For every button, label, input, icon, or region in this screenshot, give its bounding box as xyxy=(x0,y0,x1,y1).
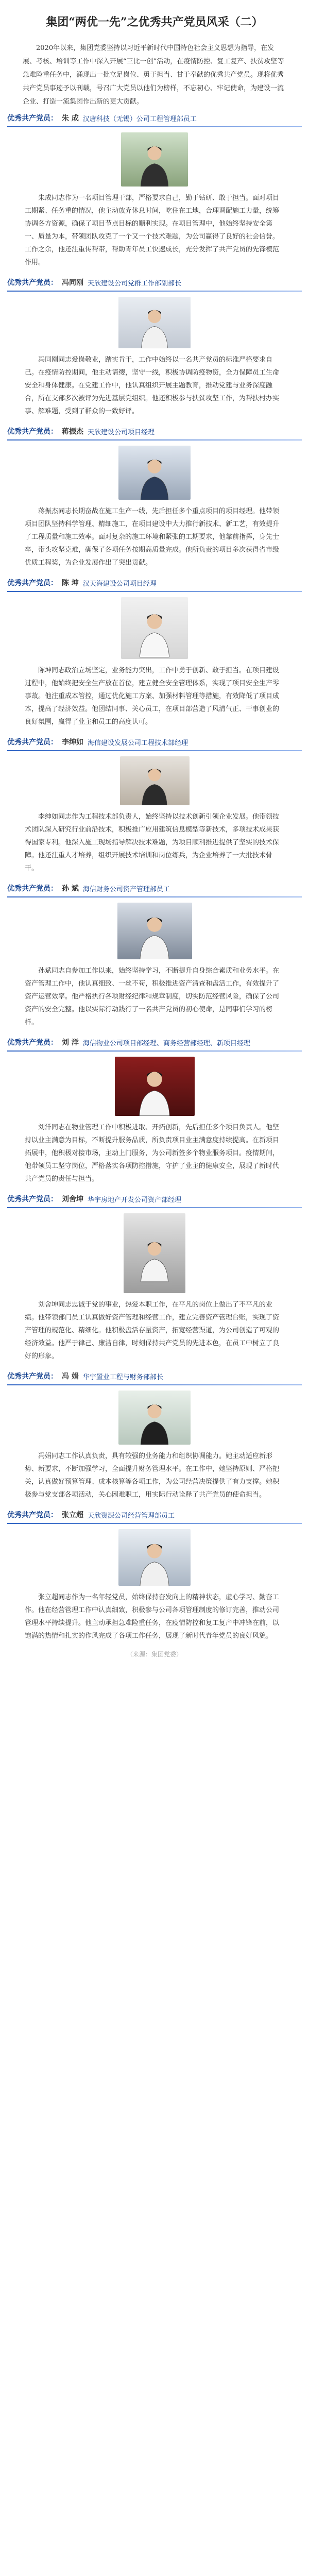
photo-frame xyxy=(7,903,302,959)
member-photo xyxy=(120,756,190,805)
member-photo xyxy=(115,1057,195,1116)
member-tag: 优秀共产党员： xyxy=(7,1195,58,1204)
member-section xyxy=(7,1190,302,1367)
member-heading xyxy=(7,573,302,591)
photo-frame xyxy=(7,1529,302,1586)
member-tag: 优秀共产党员： xyxy=(7,114,58,123)
member-heading xyxy=(7,733,302,750)
member-tag: 优秀共产党员： xyxy=(7,579,58,587)
member-name: 蒋振杰 xyxy=(62,428,83,436)
member-section xyxy=(7,109,302,273)
member-tag: 优秀共产党员： xyxy=(7,1039,58,1047)
member-description: 陈坤同志政治立场坚定，业务能力突出，工作中勇于创新、敢于担当。在项目建设过程中，他始终把安全生产放在首位，建立健全安全管理体系，实现了项目安全生产零事故。他注重成本管控，通过优化施工方案、加强材料管理等措施，有效降低了项目成本，提高了经济效益。他团结同事、关心员工，在项目部营造了风清气正、干事创业的良好氛围，赢得了业主和员工的高度认可。 xyxy=(25,667,280,726)
member-name: 刘舍坤 xyxy=(62,1195,83,1204)
member-heading xyxy=(7,1190,302,1207)
member-heading xyxy=(7,1033,302,1050)
photo-frame xyxy=(7,1391,302,1445)
section-divider xyxy=(7,750,302,751)
member-section xyxy=(7,1033,302,1190)
member-list xyxy=(0,109,309,1647)
member-description: 刘洋同志在物业管理工作中积极进取、开拓创新，先后担任多个项目负责人。他坚持以业主满意为目标，不断提升服务品质，所负责项目业主满意度持续提高。在新项目拓展中，他积极对接市场，主动上门服务，为公司新签多个物业服务项目。疫情期间，他带领员工坚守岗位，严格落实各项防控措施，守护了业主的健康安全，展现了新时代共产党员的责任与担当。 xyxy=(25,1124,280,1183)
member-organization: 天欣建设公司项目经理 xyxy=(88,428,155,436)
member-organization: 天欣建设公司党群工作部副部长 xyxy=(88,279,182,287)
member-organization: 海信建设发展公司工程技术部经理 xyxy=(88,739,188,747)
member-photo xyxy=(124,1213,185,1293)
article-intro: 2020年以来，集团党委坚持以习近平新时代中国特色社会主义思想为指导，在发展、考核、培训等工作中深入开展“三比一创”活动，在疫情防控、复工复产、扶贫攻坚等急难险重任务中，涌现出一批立足岗位、勇于担当、甘于奉献的优秀共产党员。现将优秀共产党员事迹予以刊载，号召广大党员以他们为榜样，不忘初心、牢记使命，为建设一流企业、打造一流集团作出新的更大贡献。 xyxy=(23,44,284,106)
member-description: 朱成同志作为一名项目管理干部，严格要求自己，勤于钻研、敢于担当。面对项目工期紧、任务重的情况，他主动放弃休息时间，吃住在工地，合理调配施工力量，统筹协调各方资源，确保了项目节点目标的顺利实现。在项目管理中，他始终坚持安全第一、质量为本，带领团队攻克了一个又一个技术难题，为公司赢得了良好的社会信誉。工作之余，他还注重传帮带，帮助青年员工快速成长，充分发挥了共产党员的先锋模范作用。 xyxy=(25,194,280,266)
member-description: 蒋振杰同志长期奋战在施工生产一线，先后担任多个重点项目的项目经理。他带领项目团队坚持科学管理、精细施工，在项目建设中大力推行新技术、新工艺，有效提升了工程质量和施工效率。面对复杂的施工环境和紧张的工期要求，他靠前指挥，身先士卒，带头攻坚克难，确保了各项任务按期高质量完成。他所负责的项目多次获得省市级优质工程奖，为企业发展作出了突出贡献。 xyxy=(25,507,280,567)
section-divider xyxy=(7,439,302,440)
member-name: 张立超 xyxy=(62,1511,83,1519)
member-organization: 天欣资源公司经营管理部员工 xyxy=(88,1512,175,1520)
photo-frame xyxy=(7,132,302,187)
photo-frame xyxy=(7,297,302,348)
member-section xyxy=(7,733,302,879)
member-name: 冯 娟 xyxy=(62,1372,79,1381)
photo-frame xyxy=(7,756,302,805)
member-heading xyxy=(7,422,302,439)
member-description: 冯同刚同志爱岗敬业，踏实肯干，工作中始终以一名共产党员的标准严格要求自己。在疫情防控期间，他主动请缨，坚守一线，积极协调防疫物资，全力保障员工生命安全和身体健康。在党建工作中，他认真组织开展主题教育，推动党建与业务深度融合，所在支部多次被评为先进基层党组织。他还积极参与扶贫攻坚工作，为帮扶村办实事、解难题，受到了群众的一致好评。 xyxy=(25,356,280,415)
member-name: 李绅如 xyxy=(62,738,83,747)
member-organization: 海信财务公司资产管理部员工 xyxy=(82,885,170,893)
member-organization: 海信物业公司项目部经理、商务经营部经理、新项目经理 xyxy=(82,1039,250,1047)
section-divider xyxy=(7,126,302,127)
member-description: 张立超同志作为一名年轻党员，始终保持奋发向上的精神状态，虚心学习、勤奋工作。他在经营管理工作中认真细致，积极参与公司各项管理制度的修订完善，推动公司管理水平持续提升。他主动承担急难险重任务，在疫情防控和复工复产中冲锋在前，以饱满的热情和扎实的作风完成了各项工作任务，展现了新时代青年党员的良好风貌。 xyxy=(25,1594,280,1640)
member-tag: 优秀共产党员： xyxy=(7,885,58,893)
member-name: 孙 斌 xyxy=(62,885,79,893)
section-divider xyxy=(7,1523,302,1524)
section-divider xyxy=(7,1207,302,1208)
member-name: 刘 洋 xyxy=(62,1039,79,1047)
member-section xyxy=(7,273,302,422)
member-tag: 优秀共产党员： xyxy=(7,428,58,436)
section-divider xyxy=(7,291,302,292)
member-section xyxy=(7,1367,302,1505)
member-heading xyxy=(7,879,302,896)
member-heading xyxy=(7,109,302,126)
member-heading xyxy=(7,1367,302,1384)
photo-frame xyxy=(7,1057,302,1116)
member-organization: 汉天海建设公司项目经理 xyxy=(82,580,157,588)
article-title: 集团“两优一先”之优秀共产党员风采（二） xyxy=(46,15,263,29)
member-tag: 优秀共产党员： xyxy=(7,738,58,747)
section-divider xyxy=(7,896,302,897)
member-description: 冯娟同志工作认真负责，具有较强的业务能力和组织协调能力。她主动适应新形势、新要求，不断加强学习，全面提升财务管理水平。在工作中，她坚持原则、严格把关，认真做好预算管理、成本核算等各项工作，为公司经营决策提供了有力支撑。她积极参与党支部各项活动，关心困难职工，用实际行动诠释了共产党员的使命担当。 xyxy=(25,1452,280,1499)
member-heading xyxy=(7,1505,302,1523)
article-source: （来源：集团党委） xyxy=(126,1651,182,1658)
member-name: 冯同刚 xyxy=(62,279,83,287)
member-tag: 优秀共产党员： xyxy=(7,1511,58,1519)
member-organization: 华宇房地产开发公司资产部经理 xyxy=(88,1196,182,1204)
member-tag: 优秀共产党员： xyxy=(7,1372,58,1381)
member-photo xyxy=(117,903,192,959)
photo-frame xyxy=(7,597,302,659)
member-photo xyxy=(118,297,191,348)
member-section xyxy=(7,422,302,573)
member-photo xyxy=(121,132,188,187)
member-photo xyxy=(118,446,191,500)
member-tag: 优秀共产党员： xyxy=(7,279,58,287)
section-divider xyxy=(7,591,302,592)
member-photo xyxy=(118,1391,191,1445)
member-organization: 华宇置业工程与财务部部长 xyxy=(82,1373,163,1381)
member-description: 刘舍坤同志忠诚于党的事业，热爱本职工作，在平凡的岗位上做出了不平凡的业绩。他带领部门员工认真做好资产管理和经营工作，建立完善资产管理台账，实现了资产管理的规范化、精细化。他积极盘活存量资产，拓宽经营渠道，为公司创造了可观的经济效益。他严于律己、廉洁自律，时刻保持共产党员的先进本色，在员工中树立了良好的形象。 xyxy=(25,1301,280,1360)
section-divider xyxy=(7,1050,302,1052)
member-name: 陈 坤 xyxy=(62,579,79,587)
member-description: 孙斌同志自参加工作以来，始终坚持学习，不断提升自身综合素质和业务水平。在资产管理工作中，他认真细致、一丝不苟，积极推进资产清查和盘活工作，有效提升了资产运营效率。他严格执行各项财经纪律和规章制度，切实防范经营风险，确保了公司资产的安全完整。他以实际行动践行了一名共产党员的初心使命，是同事们学习的榜样。 xyxy=(25,967,280,1026)
section-divider xyxy=(7,1384,302,1385)
photo-frame xyxy=(7,446,302,500)
member-heading xyxy=(7,273,302,291)
member-section xyxy=(7,573,302,733)
member-section xyxy=(7,1505,302,1647)
member-section xyxy=(7,879,302,1033)
member-photo xyxy=(118,1529,191,1586)
member-description: 李绅如同志作为工程技术部负责人，始终坚持以技术创新引领企业发展。他带领技术团队深入研究行业前沿技术，积极推广应用建筑信息模型等新技术，多项技术成果获得国家专利。他深入施工现场指导解决技术难题，为项目顺利推进提供了坚实的技术保障。他还注重人才培养，组织开展技术培训和岗位练兵，为企业培养了一大批技术骨干。 xyxy=(25,813,280,872)
member-organization: 汉唐科技（无锡）公司工程管理部员工 xyxy=(82,115,197,123)
member-name: 朱 成 xyxy=(62,114,79,123)
member-photo xyxy=(121,597,188,659)
photo-frame xyxy=(7,1213,302,1293)
